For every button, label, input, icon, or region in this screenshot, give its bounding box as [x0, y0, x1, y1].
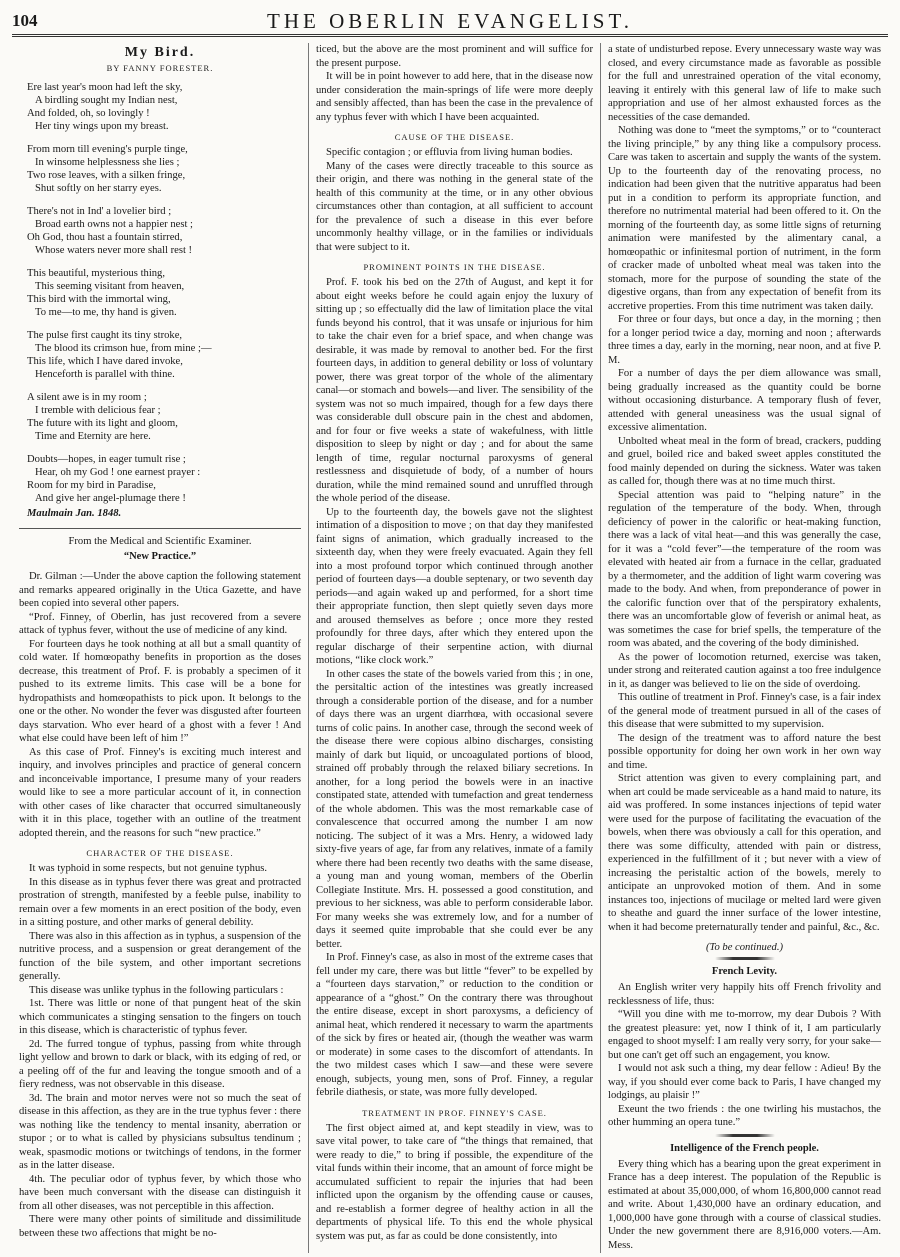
- column-1: [12, 43, 309, 1253]
- poem-line: A birdling sought my Indian nest,: [35, 95, 178, 106]
- poem-line: This life, which I have dared invoke,: [27, 356, 183, 367]
- column-3: [601, 43, 888, 1253]
- poem-stanza: [19, 205, 301, 257]
- article-paragraph: “Will you dine with me to-morrow, my dear Dubois ? With the greatest pleasure: yet, now I think of it, I am particularly engaged to shoot myself: I am really very sorry, for your sake—but one can't get off such an engagement, you know.: [608, 1009, 881, 1061]
- poem-stanza: [19, 391, 301, 443]
- column-2: [309, 43, 601, 1253]
- continued-notice: (To be continued.): [706, 942, 783, 953]
- poem-line: Time and Eternity are here.: [35, 431, 151, 442]
- article-paragraph: a state of undisturbed repose. Every unnecessary waste way was closed, and every circumstance made as favorable as possible for the full and unrestrained operation of the vital economy, leaving it entirely with this general law of life to make such appropriation and use of her almost exhausted forces as the necessities of the case demanded.: [608, 44, 881, 123]
- section-heading-treatment: TREATMENT IN PROF. FINNEY'S CASE.: [362, 1107, 547, 1118]
- article-paragraph: Every thing which has a bearing upon the great experiment in France has a deep interest. The population of the Republic is estimated at about 35,000,000, of whom 16,800,000 cannot read and write. About 1,430,000 have an ordinary education, and 1,000,000 have gone through with a course of classical studies. Under the new government there are 8,916,000 voters.—Am. Mess.: [608, 1158, 881, 1251]
- page-number: 104: [12, 11, 38, 30]
- poem-title: My Bird.: [124, 45, 196, 60]
- poem-stanza: [19, 81, 301, 133]
- poem-line: This bird with the immortal wing,: [27, 294, 171, 305]
- article-paragraph: Exeunt the two friends : the one twirling his mustachos, the other humming an opera tune.”: [608, 1103, 881, 1128]
- masthead-title: THE OBERLIN EVANGELIST.: [267, 8, 633, 33]
- poem-line: Hear, oh my God ! one earnest prayer :: [35, 467, 201, 478]
- article-paragraph: “Prof. Finney, of Oberlin, has just recovered from a severe attack of typhus fever, without the use of medicine of any kind.: [19, 611, 301, 636]
- article-paragraph: Special attention was paid to “helping nature” in the regulation of the temperature of the body. When, through deficiency of power in the calorific or heat-making function, there was a lack of vital heat—and this was generally the case, for it was a “cold fever”—the temperature of the room was elevated with heated air from a furnace in the cellar, graduated by a thermometer, and the addition of light warm covering was made to the body. And when, from preponderance of power in the calorific function over that of the perspiratory exhalents, there was an uncomfortable glow of feverish or animal heat, as was sometimes the case for brief spells, the temperature of the room was abated, and the covering of the body diminished.: [608, 489, 881, 649]
- article-paragraph: Nothing was done to “meet the symptoms,” or to “counteract the living principle,” by any thing like a compulsory process. Care was taken to ascertain and supply the wants of the system. Up to the fourteenth day of the renovating process, no indication had been given that the nutritive apparatus had been put in a condition to perform its appropriate function, and therefore no nutrimental material had been offered to it. On the morning of the fourteenth day, as some little signs of returning animation were manifested by the alimentary canal, a homœopathic or infinitesmal portion of nutriment, in the form of cracker made of unbolted wheat meal was taken into the stomach, more for the purpose of sounding the state of the digestive organs, than from any expectation of benefit from its accretive properties. From this time nutriment was taken daily.: [608, 125, 881, 312]
- section-heading-character: CHARACTER OF THE DISEASE.: [86, 848, 234, 858]
- poem-byline: BY FANNY FORESTER.: [106, 63, 214, 73]
- article-paragraph: Up to the fourteenth day, the bowels gave not the slightest intimation of a disposition to move ; on that day they manifested faint signs of animation, which gradually increased to the sixteenth day, when they were freely evacuated. Again they fell into a most profound torpor which continued through another period of fourteen days—a double septenary, or two seventh day periods—and again waked up and performed, for a short time their appropriate function, then slept quietly seven days more and aroused themselves as before ; once more they rested profoundly for three days, after which they entered upon the regular discharge of their serpentine action, with diurnal motions, “like clock work.”: [316, 506, 593, 666]
- poem-line: To me—to me, thy hand is given.: [35, 307, 177, 318]
- article-paragraph: For a number of days the per diem allowance was small, being gradually increased as the quantity could be borne without occasioning disturbance. A temporary flush of fever, attended with general uneasiness was the usual signal of excessive alimentation.: [608, 368, 881, 433]
- article-paragraph: In other cases the state of the bowels varied from this ; in one, the persitaltic action of the intestines was greatly increased through a considerable portion of the disease, and for a number of days there was an urgent diarrhœa, with occasional severe turns of colic pains. In another case, through the second week of the disease there were copious albino discharges, consisting mainly of dark but liquid, or uncoagulated portions of blood, strained off probably through the relaxed biliary secretions. In another, for a long period the bowels were in an inactive constipated state, attended with tumefaction and great tenderness of the whole abdomen. This was the most remarkable case of convalescence that occurred among the number I am now noticing. The subject of it was a Mrs. Henry, a widowed lady sixty-five years of age, far from any relatives, inmate of a family where there had been recently two deaths with the same disease, a young man and young woman, members of the Oberlin Collegiate Institute. Mrs. H. possessed a good constitution, and previous to her sickness, was able to perform considerable labor. For many weeks she was extremely low, and for a number of days it seemed quite improbable that she could ever be any better.: [316, 668, 593, 950]
- article-paragraph: Specific contagion ; or effluvia from living human bodies.: [326, 147, 573, 158]
- poem-line: The blood its crimson hue, from mine ;—: [35, 343, 212, 354]
- section-divider: [19, 528, 301, 529]
- poem-line: Ere last year's moon had left the sky,: [27, 82, 183, 93]
- columns: [12, 43, 888, 1253]
- article-paragraph: As the power of locomotion returned, exercise was taken, under strong and reiterated caution against a too free indulgence in it, as danger was believed to lie on the side of overdoing.: [608, 651, 881, 690]
- poem-line: The future with its light and gloom,: [27, 418, 178, 429]
- poem-line: Two rose leaves, with a silken fringe,: [27, 170, 186, 181]
- poem-line: This seeming visitant from heaven,: [35, 281, 185, 292]
- article-paragraph: This disease was unlike typhus in the following particulars :: [29, 984, 284, 996]
- article-paragraph: For fourteen days he took nothing at all but a small quantity of cold water. If homœopathy benefits in proportion as the doses decrease, this treatment of Prof. F. is probably a specimen of it pushed to its extreme limits. This case will be a bone for hydropathists and homœopathists to pick upon. It belongs to the one or the other. No wonder the fever was disgusted after fourteen days starvation. Who ever heard of a ghost with a fever ! And what else could have been left of him !”: [19, 638, 301, 744]
- poem-line: Doubts—hopes, in eager tumult rise ;: [27, 454, 186, 465]
- article-paragraph: In this disease as in typhus fever there was great and protracted prostration of strength, manifested by a feeble pulse, inability to remain over a few moments in an erect position of the body, even in a sitting posture, and other marks of general debility.: [19, 876, 301, 928]
- article-paragraph: 1st. There was little or none of that pungent heat of the skin which communicates a stinging sensation to the fingers on touch in this disease, which is characteristic of typhus fever.: [19, 998, 301, 1036]
- poem-line: Henceforth is parallel with thine.: [35, 369, 175, 380]
- poem-stanza: [19, 453, 301, 505]
- poem-line: There's not in Ind' a lovelier bird ;: [27, 206, 172, 217]
- poem-line: Her tiny wings upon my breast.: [35, 121, 169, 132]
- article-paragraph: Many of the cases were directly traceable to this source as their origin, and there was nothing in the general state of the health of this community at the time, or in any other obvious circumstances other than contagion, at all sufficient to account for the prevalence of such a disease in this ever before uncommonly healthy village, or in the families or individuals that were subject to it.: [316, 160, 593, 253]
- poem-line: Whose waters never more shall rest !: [35, 245, 193, 256]
- article-paragraph: Unbolted wheat meal in the form of bread, crackers, pudding and gruel, boiled rice and baked sweet apples constituted the food mainly depended on during the sickness. Water was taken as called for, though there was at no time much thirst.: [608, 435, 881, 487]
- poem-stanza: [19, 143, 301, 195]
- intelligence-title: Intelligence of the French people.: [670, 1142, 819, 1154]
- article-paragraph: There was also in this affection as in typhus, a suspension of the nutritive process, and a suspension or great derangement of the function of the bile system, and other important secretions generally.: [19, 930, 301, 982]
- poem-line: And give her angel-plumage there !: [35, 493, 186, 504]
- article-paragraph: It was typhoid in some respects, but not genuine typhus.: [29, 863, 268, 874]
- article-paragraph: 4th. The peculiar odor of typhus fever, by which those who have been much conversant with the disease can distinguish it from all other diseases, was not perceptible in this affection.: [19, 1173, 301, 1212]
- poem-line: Shut softly on her starry eyes.: [35, 183, 162, 194]
- article-paragraph: The design of the treatment was to afford nature the best possible opportunity for doing her own work in her own way and time.: [608, 732, 881, 771]
- article-paragraph: Strict attention was given to every complaining part, and when art could be made serviceable as a hand maid to nature, its aid was proffered. In some instances injections of tepid water were used for the purpose of facilitating the evacuation of the bowels, when there was obviously a call for this operation, and there was some difficulty, attended with pain or distress, experienced in the fulfillment of it ; but never with a view of increasing the peristaltic action of the bowels, merely to anticipate an unprovoked motion of them. And in some instances too, injections of mucilage or melted lard were given to sheathe and guard the inner surface of the lower intestine, when it had become preternaturally tender and painful, &c., &c.: [608, 773, 881, 933]
- article-paragraph: The first object aimed at, and kept steadily in view, was to save vital power, to take care of “the things that remained, that were ready to die,” to bring if possible, the expenditure of the vital funds within their income, that an amount of force might be accumulated sufficient to repair the injuries that had been inflicted upon the organism by the offending cause or causes, and re-establish a former degree of healthy action in all the departments of physical life. To this end the whole physical system was put, as far as could be done consistently, into: [316, 1122, 593, 1242]
- article-paragraph: 3d. The brain and motor nerves were not so much the seat of disease in this affection, as they are in the true typhus fever : there was nothing like the tendency to mental insanity, aberration or stupor ; or to what is called by physicians subsultus tendinum ; weak, spasmodic motions or twitchings of tendons, in the former as in the latter disease.: [19, 1092, 301, 1171]
- article-paragraph: I would not ask such a thing, my dear fellow : Adieu! By the way, if you should ever come back to Paris, I have changed my lodgings, au plaisir !”: [608, 1063, 881, 1101]
- section-heading-cause: CAUSE OF THE DISEASE.: [394, 132, 515, 142]
- poem-line: In winsome helplessness she lies ;: [35, 157, 180, 168]
- article-paragraph: There were many other points of similitude and dissimilitude between these two affections that might be no-: [19, 1214, 301, 1239]
- poem-signature: Maulmain Jan. 1848.: [27, 508, 122, 519]
- article-paragraph: 2d. The furred tongue of typhus, passing from white through light yellow and brown to dark or black, with its edging of red, or a peeling off of the fur and leaving the tongue smooth and of a fiery redness, was not observable in this disease.: [19, 1038, 301, 1090]
- article-paragraph: This outline of treatment in Prof. Finney's case, is a fair index of the general mode of treatment pursued in all of the cases of this disease that were submitted to my supervision.: [608, 692, 881, 730]
- article-paragraph: It will be in point however to add here, that in the disease now under consideration the main-springs of life were more deeply and sensibly affected, than has been the case in the prevalence of any typhus fever with which I have been acquainted.: [316, 71, 593, 123]
- poem-line: Broad earth owns not a happier nest ;: [35, 219, 193, 230]
- article-paragraph: As this case of Prof. Finney's is exciting much interest and inquiry, and involves principles and practice of general concern and inconceivable importance, I presume many of your readers would like to see a more particular account of it, in connection with other cases of like character that occurred simultaneously with it in this place, together with an outline of the treatment adopted therein, and the reasons for such “new practice.”: [19, 746, 301, 839]
- article-paragraph: ticed, but the above are the most prominent and will suffice for the present purpose.: [316, 44, 593, 69]
- ornament-divider: [715, 957, 775, 960]
- article-paragraph: Prof. F. took his bed on the 27th of August, and kept it for about eight weeks before he could again enjoy the luxury of sitting up ; so effectually did the law of limitation place the vital funds beyond his control, that it was unsafe or injurious for him to take the chair even for a brief space, and when change was desirable, it was made by removal to another bed. For the first fourteen days, in addition to general debility or loss of voluntary power, there was great torpor of the whole of the alimentary canal—or stomach and bowels—and liver. The sensibility of the system was not so much impaired, though for a few days there was considerable dull obscure pain in the chest and abdomen, and for four or five weeks a state of wakefulness, with little disposition to sleep by night or day ; and for about the same length of time, regular nocturnal paroxysms of general restlessness and disquietude of body, of a number of hours duration, while the mind remained sound and unruffled through the whole period of the disease.: [316, 277, 593, 504]
- poem-stanza: [19, 329, 301, 381]
- article-paragraph: In Prof. Finney's case, as also in most of the extreme cases that fell under my care, there was but little “fever” to be expelled by a “fourteen days starvation,” or reduction to the condition or appearance of a “ghost.” On the contrary there was throughout the entire disease, except in short paroxysms, a deficiency of animal heat, which rendered it necessary to warm the apartments of the sick by fires or heated air, (though the weather was warm or moderate) in some cases to the discomfort of attendants. In the two mildest cases which I saw—and these were severe enough, subjects, young men, sons of Prof. Finney, a regular febrile diathesis, or state, was more fully developed.: [316, 952, 593, 1098]
- poem-line: Room for my bird in Paradise,: [27, 480, 156, 491]
- poem-line: Oh God, thou hast a fountain stirred,: [27, 232, 183, 243]
- ornament-divider: [715, 1134, 775, 1137]
- levity-title: French Levity.: [711, 966, 778, 977]
- article-source: From the Medical and Scientific Examiner.: [68, 536, 252, 547]
- poem-line: The pulse first caught its tiny stroke,: [27, 330, 183, 341]
- poem-line: And folded, oh, so lovingly !: [27, 108, 150, 119]
- poem-line: From morn till evening's purple tinge,: [27, 144, 188, 155]
- article-paragraph: Dr. Gilman :—Under the above caption the following statement and remarks appeared originally in the Utica Gazette, and have been copied into several other papers.: [19, 571, 301, 609]
- article-paragraph: An English writer very happily hits off French frivolity and recklessness of life, thus:: [608, 982, 881, 1007]
- page-header: [12, 8, 888, 37]
- article-title: “New Practice.”: [123, 551, 197, 562]
- poem-stanza: [19, 267, 301, 319]
- article-paragraph: For three or four days, but once a day, in the morning ; then for a longer period twice a day, morning and noon ; afterwards three times a day, early in the morning, near noon, and at five P. M.: [608, 314, 881, 366]
- section-heading-prominent: PROMINENT POINTS IN THE DISEASE.: [363, 262, 546, 272]
- poem-line: I tremble with delicious fear ;: [35, 405, 161, 416]
- poem-line: This beautiful, mysterious thing,: [27, 268, 165, 279]
- poem-line: A silent awe is in my room ;: [27, 392, 147, 403]
